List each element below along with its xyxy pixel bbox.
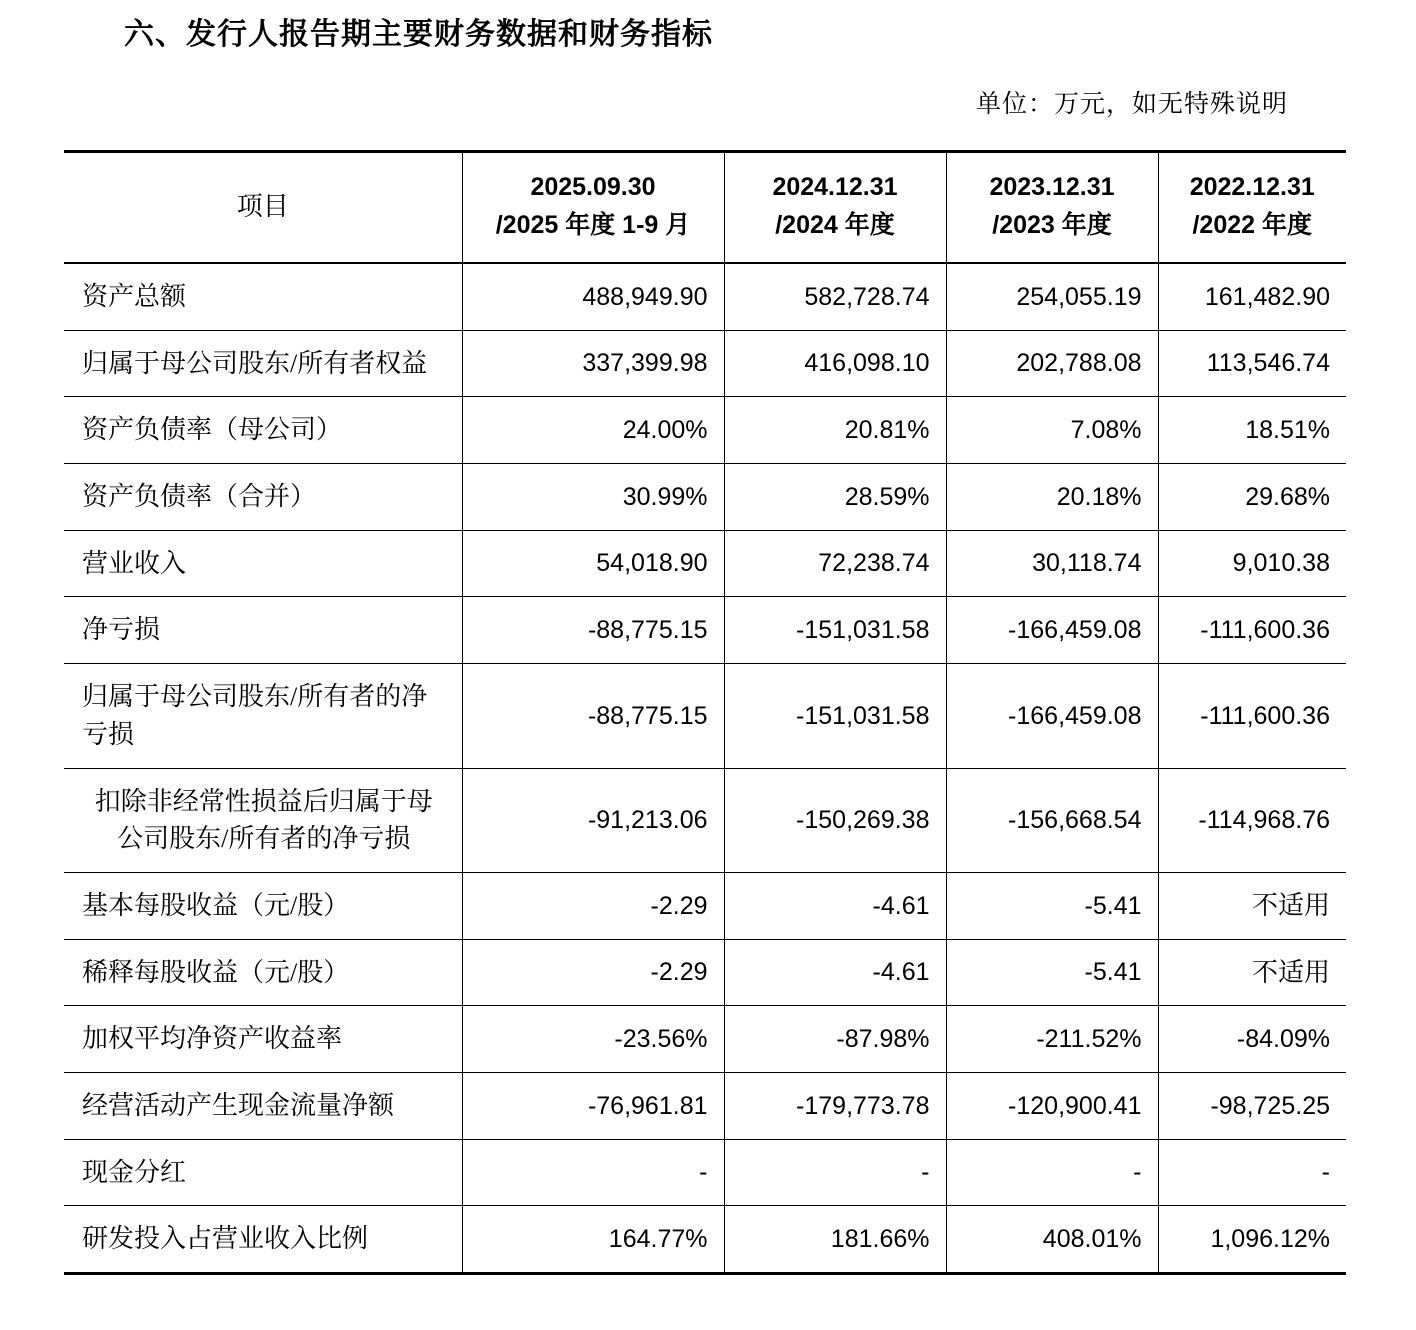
row-label: 净亏损 [64, 597, 462, 664]
row-label: 稀释每股收益（元/股） [64, 939, 462, 1006]
unit-note: 单位：万元，如无特殊说明 [975, 91, 1288, 118]
row-value: - [724, 1139, 946, 1206]
row-value: -166,459.08 [946, 597, 1158, 664]
row-value: -2.29 [462, 939, 724, 1006]
row-value: -87.98% [724, 1006, 946, 1073]
row-value: -179,773.78 [724, 1072, 946, 1139]
table-header-row [64, 152, 1346, 264]
row-value: 7.08% [946, 397, 1158, 464]
table-row [64, 664, 1346, 768]
row-label: 资产负债率（合并） [64, 464, 462, 531]
table-row [64, 1139, 1346, 1206]
row-value: 28.59% [724, 464, 946, 531]
column-header-period-3-line2: /2023 年度 [992, 210, 1112, 239]
column-header-period-1-line1: 2025.09.30 [530, 173, 656, 201]
row-label: 现金分红 [64, 1139, 462, 1206]
row-value: -114,968.76 [1158, 768, 1346, 872]
row-value: - [462, 1139, 724, 1206]
row-value: -84.09% [1158, 1006, 1346, 1073]
table-row [64, 1006, 1346, 1073]
row-value: 30,118.74 [946, 530, 1158, 597]
row-value: 416,098.10 [724, 330, 946, 397]
table-row [64, 939, 1346, 1006]
row-value: 20.81% [724, 397, 946, 464]
row-value: -98,725.25 [1158, 1072, 1346, 1139]
column-header-period-4 [1158, 152, 1346, 264]
row-label: 资产总额 [64, 263, 462, 330]
row-value: 1,096.12% [1158, 1206, 1346, 1274]
row-value: 20.18% [946, 464, 1158, 531]
column-header-period-3 [946, 152, 1158, 264]
row-value: 不适用 [1158, 872, 1346, 939]
column-header-period-4-line2: /2022 年度 [1192, 210, 1312, 239]
column-header-period-3-line1: 2023.12.31 [989, 173, 1115, 201]
row-value: 161,482.90 [1158, 263, 1346, 330]
row-value: -111,600.36 [1158, 664, 1346, 768]
row-label: 资产负债率（母公司） [64, 397, 462, 464]
row-value: -88,775.15 [462, 597, 724, 664]
row-value: -111,600.36 [1158, 597, 1346, 664]
row-label: 加权平均净资产收益率 [64, 1006, 462, 1073]
row-value: 488,949.90 [462, 263, 724, 330]
column-header-period-2-line2: /2024 年度 [775, 210, 895, 239]
table-row [64, 263, 1346, 330]
row-value: -88,775.15 [462, 664, 724, 768]
table-row [64, 597, 1346, 664]
financial-data-table [64, 150, 1346, 1275]
row-value: -5.41 [946, 872, 1158, 939]
row-value: -156,668.54 [946, 768, 1158, 872]
row-value: 30.99% [462, 464, 724, 531]
column-header-period-1-line2: /2025 年度 1-9 月 [495, 210, 691, 239]
row-value: - [946, 1139, 1158, 1206]
row-label: 经营活动产生现金流量净额 [64, 1072, 462, 1139]
row-value: 113,546.74 [1158, 330, 1346, 397]
row-value: -151,031.58 [724, 597, 946, 664]
row-value: -120,900.41 [946, 1072, 1158, 1139]
row-value: 18.51% [1158, 397, 1346, 464]
row-value: - [1158, 1139, 1346, 1206]
table-row [64, 1072, 1346, 1139]
column-header-period-1 [462, 152, 724, 264]
row-label: 归属于母公司股东/所有者权益 [64, 330, 462, 397]
row-value: -2.29 [462, 872, 724, 939]
table-row [64, 1206, 1346, 1274]
row-value: 29.68% [1158, 464, 1346, 531]
row-label: 扣除非经常性损益后归属于母公司股东/所有者的净亏损 [64, 768, 462, 872]
row-value: 54,018.90 [462, 530, 724, 597]
table-row [64, 464, 1346, 531]
row-value: 181.66% [724, 1206, 946, 1274]
row-value: -151,031.58 [724, 664, 946, 768]
row-value: 582,728.74 [724, 263, 946, 330]
row-value: -23.56% [462, 1006, 724, 1073]
row-value: 337,399.98 [462, 330, 724, 397]
row-value: -4.61 [724, 939, 946, 1006]
column-header-period-2 [724, 152, 946, 264]
row-value: -150,269.38 [724, 768, 946, 872]
row-value: 164.77% [462, 1206, 724, 1274]
table-row [64, 397, 1346, 464]
table-row [64, 872, 1346, 939]
table-row [64, 330, 1346, 397]
row-value: 9,010.38 [1158, 530, 1346, 597]
row-value: -91,213.06 [462, 768, 724, 872]
row-value: 202,788.08 [946, 330, 1158, 397]
page-title: 六、发行人报告期主要财务数据和财务指标 [124, 18, 713, 51]
row-label: 研发投入占营业收入比例 [64, 1206, 462, 1274]
row-value: 72,238.74 [724, 530, 946, 597]
row-value: -5.41 [946, 939, 1158, 1006]
row-value: -76,961.81 [462, 1072, 724, 1139]
table-row [64, 768, 1346, 872]
row-value: 254,055.19 [946, 263, 1158, 330]
row-label: 营业收入 [64, 530, 462, 597]
row-value: -211.52% [946, 1006, 1158, 1073]
table-row [64, 530, 1346, 597]
column-header-period-4-line1: 2022.12.31 [1189, 173, 1315, 201]
row-value: -4.61 [724, 872, 946, 939]
row-value: 24.00% [462, 397, 724, 464]
row-value: 不适用 [1158, 939, 1346, 1006]
row-label: 基本每股收益（元/股） [64, 872, 462, 939]
row-value: 408.01% [946, 1206, 1158, 1274]
row-value: -166,459.08 [946, 664, 1158, 768]
row-label: 归属于母公司股东/所有者的净亏损 [64, 664, 462, 768]
column-header-item: 项目 [64, 152, 462, 264]
column-header-period-2-line1: 2024.12.31 [772, 173, 898, 201]
